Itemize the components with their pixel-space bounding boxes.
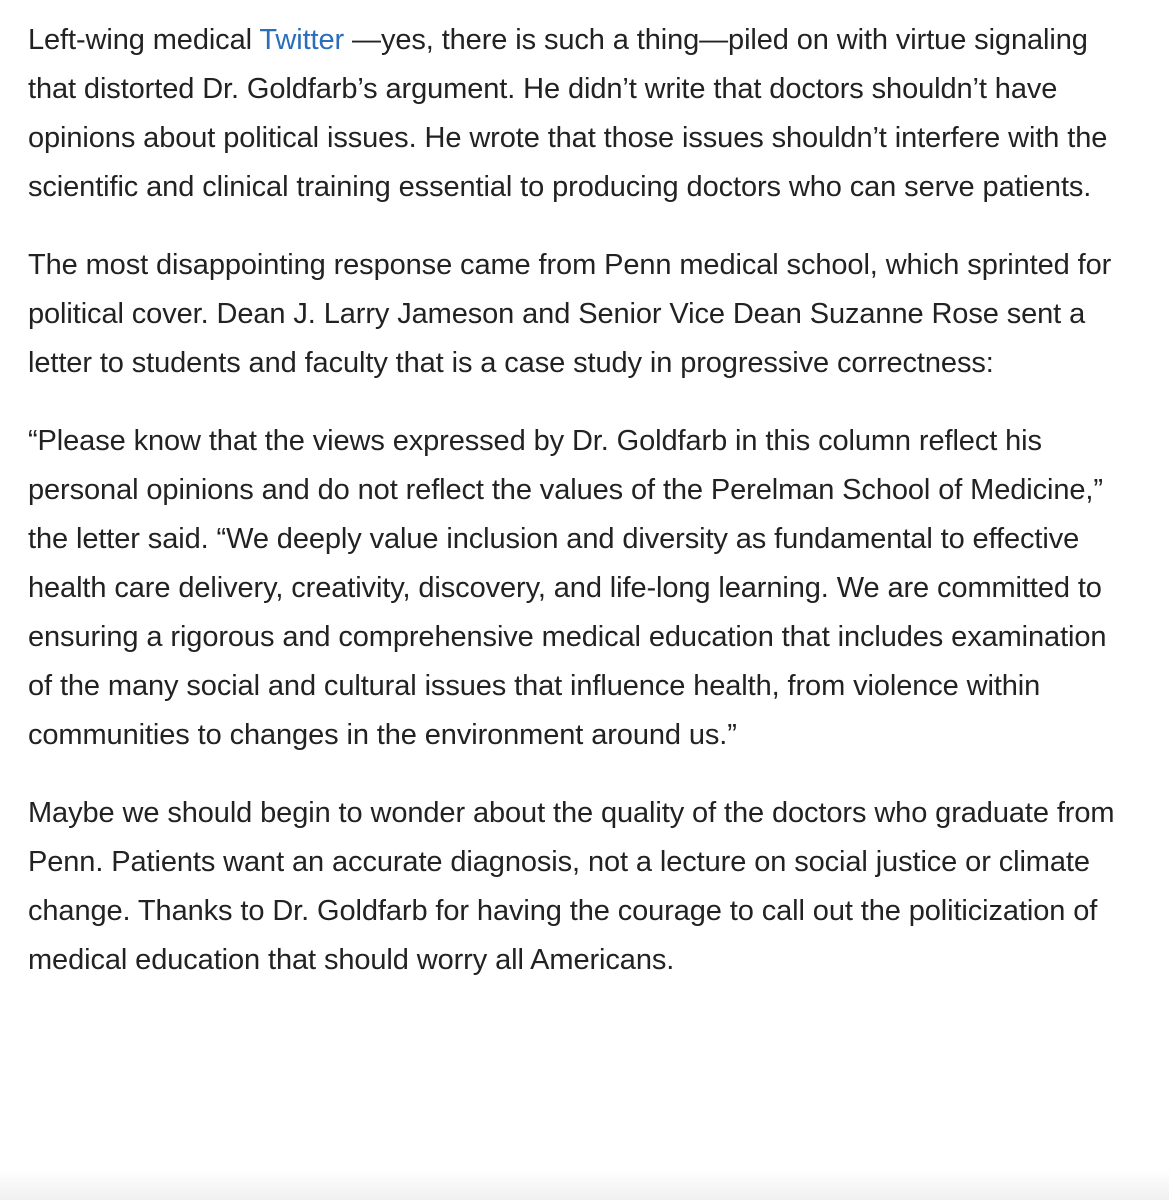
paragraph-4: Maybe we should begin to wonder about the quality of the doctors who graduate from Penn. Patients want an accurate diagnosis, not a lecture on social justice or climate change. Thanks to Dr. Goldfarb for having the courage to call out the politicization of medical education that should worry all Americans. [28, 797, 1115, 976]
paragraph-3-quote: “Please know that the views expressed by Dr. Goldfarb in this column reflect his personal opinions and do not reflect the values of the Perelman School of Medicine,” the letter said. “We deeply value inclusion and diversity as fundamental to effective health care delivery, creativity, discovery, and life-long learning. We are committed to ensuring a rigorous and comprehensive medical education that includes examination of the many social and cultural issues that influence health, from violence within communities to changes in the environment around us.” [28, 425, 1107, 751]
bottom-fade-overlay [0, 1170, 1169, 1200]
paragraph-1-intro: Left-wing medical [28, 24, 260, 56]
twitter-link[interactable]: Twitter [259, 24, 345, 56]
paragraph-1-rest: —yes, there is such a thing—piled on with virtue signaling that distorted Dr. Goldfarb’s argument. He didn’t write that doctors shouldn’t have opinions about political issues. He wrote that those issues shouldn’t interfere with the scientific and clinical training essential to producing doctors who can serve patients. [28, 24, 1108, 203]
paragraph-1 [28, 16, 1138, 212]
paragraph-2: The most disappointing response came from Penn medical school, which sprinted for political cover. Dean J. Larry Jameson and Senior Vice Dean Suzanne Rose sent a letter to students and faculty that is a case study in progressive correctness: [28, 249, 1112, 379]
article-body [28, 16, 1138, 1014]
